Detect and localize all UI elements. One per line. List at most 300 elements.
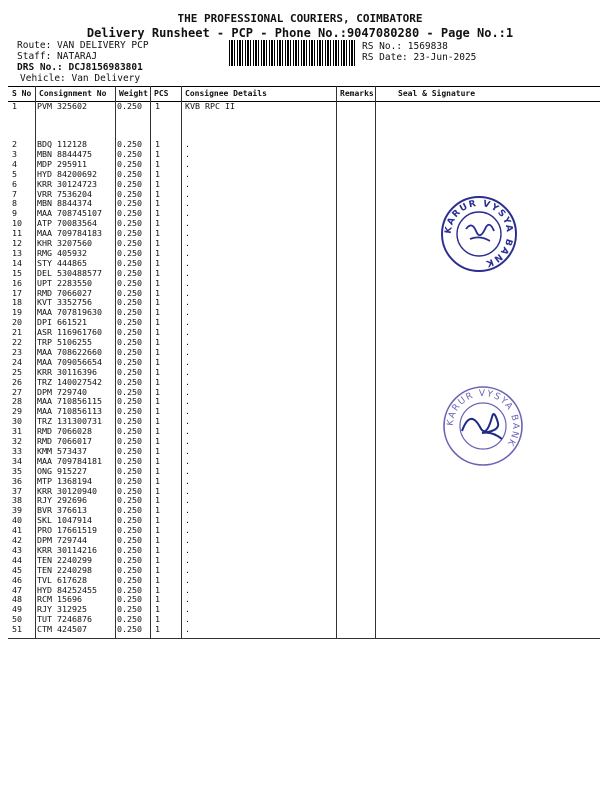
row-pcs: 1 (155, 416, 160, 427)
row-sno: 23 (12, 346, 22, 357)
table-row (8, 604, 600, 614)
row-weight: 0.250 (117, 287, 142, 298)
row-consignment: PVM 325602 (37, 101, 87, 111)
row-consignee: . (185, 297, 190, 308)
row-consignee: . (185, 198, 190, 209)
row-consignment: MAA 709056654 (37, 356, 102, 367)
row-consignment: VRR 7536204 (37, 188, 92, 199)
table-row (8, 357, 600, 367)
row-sno: 3 (12, 148, 17, 159)
row-sno: 25 (12, 366, 22, 377)
row-consignee: . (185, 624, 190, 635)
vehicle-label: Vehicle: Van Delivery (20, 73, 141, 84)
row-consignee: . (185, 535, 190, 545)
row-consignee: . (185, 158, 190, 169)
row-pcs: 1 (155, 525, 160, 536)
row-consignment: RMD 7066017 (37, 436, 92, 446)
row-consignee: . (185, 406, 190, 417)
row-sno: 37 (12, 485, 22, 496)
row-weight: 0.250 (117, 416, 142, 427)
table-row (8, 466, 600, 476)
row-sno: 51 (12, 624, 22, 635)
row-consignment: ASR 116961760 (37, 327, 102, 338)
row-pcs: 1 (155, 198, 160, 209)
row-sno: 6 (12, 178, 17, 189)
table-row (8, 258, 600, 268)
table-row (8, 139, 600, 149)
row-pcs: 1 (155, 535, 160, 545)
row-weight: 0.250 (117, 101, 142, 111)
row-sno: 17 (12, 287, 22, 298)
row-sno: 9 (12, 208, 17, 219)
row-pcs: 1 (155, 208, 160, 219)
row-pcs: 1 (155, 584, 160, 595)
row-pcs: 1 (155, 386, 160, 397)
row-consignment: STY 444865 (37, 257, 87, 268)
company-title: THE PROFESSIONAL COURIERS, COIMBATORE (177, 12, 423, 25)
row-sno: 20 (12, 317, 22, 328)
row-pcs: 1 (155, 564, 160, 575)
row-consignment: TRZ 131300731 (37, 416, 102, 427)
col-sno: S No (12, 89, 32, 98)
row-pcs: 1 (155, 247, 160, 258)
row-consignee: . (185, 317, 190, 328)
row-pcs: 1 (155, 426, 160, 437)
row-consignment: MAA 708622660 (37, 346, 102, 357)
row-sno: 36 (12, 475, 22, 486)
row-weight: 0.250 (117, 208, 142, 219)
row-consignee: . (185, 356, 190, 367)
row-pcs: 1 (155, 614, 160, 625)
table-row (8, 525, 600, 535)
row-sno: 47 (12, 584, 22, 595)
row-weight: 0.250 (117, 445, 142, 456)
table-row (8, 149, 600, 159)
row-weight: 0.250 (117, 535, 142, 545)
row-consignee: . (185, 247, 190, 258)
row-weight: 0.250 (117, 594, 142, 605)
row-consignee: . (185, 218, 190, 229)
row-sno: 2 (12, 139, 17, 149)
table-row (8, 545, 600, 555)
table-row (8, 387, 600, 397)
row-consignee: . (185, 188, 190, 199)
row-weight: 0.250 (117, 366, 142, 377)
row-sno: 46 (12, 574, 22, 585)
row-weight: 0.250 (117, 515, 142, 526)
row-pcs: 1 (155, 238, 160, 248)
row-pcs: 1 (155, 287, 160, 298)
row-consignment: KRR 30120940 (37, 485, 97, 496)
row-weight: 0.250 (117, 139, 142, 149)
row-consignment: TUT 7246876 (37, 614, 92, 625)
table-row (8, 268, 600, 278)
row-pcs: 1 (155, 436, 160, 446)
row-pcs: 1 (155, 455, 160, 466)
table-row (8, 585, 600, 595)
row-sno: 29 (12, 406, 22, 417)
row-pcs: 1 (155, 277, 160, 288)
row-sno: 35 (12, 465, 22, 476)
row-consignee: . (185, 554, 190, 565)
row-pcs: 1 (155, 574, 160, 585)
row-consignment: CTM 424507 (37, 624, 87, 635)
row-weight: 0.250 (117, 525, 142, 536)
row-weight: 0.250 (117, 495, 142, 506)
row-pcs: 1 (155, 317, 160, 328)
row-sno: 44 (12, 554, 22, 565)
row-consignee: . (185, 485, 190, 496)
table-row (8, 367, 600, 377)
row-consignee: . (185, 396, 190, 407)
row-weight: 0.250 (117, 277, 142, 288)
table-row (8, 288, 600, 298)
row-consignee: . (185, 455, 190, 466)
row-weight: 0.250 (117, 614, 142, 625)
row-weight: 0.250 (117, 267, 142, 278)
row-consignment: UPT 2283550 (37, 277, 92, 288)
row-sno: 39 (12, 505, 22, 516)
rs-number: RS No.: 1569838 (362, 41, 448, 52)
row-consignee: . (185, 426, 190, 437)
row-consignee: . (185, 327, 190, 338)
row-consignee: . (185, 614, 190, 625)
row-pcs: 1 (155, 594, 160, 605)
table-row (8, 476, 600, 486)
row-pcs: 1 (155, 356, 160, 367)
row-consignment: KVT 3352756 (37, 297, 92, 308)
row-sno: 14 (12, 257, 22, 268)
row-pcs: 1 (155, 554, 160, 565)
row-pcs: 1 (155, 307, 160, 318)
row-consignment: DPI 661521 (37, 317, 87, 328)
row-sno: 13 (12, 247, 22, 258)
row-weight: 0.250 (117, 376, 142, 387)
row-consignee: . (185, 594, 190, 605)
row-pcs: 1 (155, 376, 160, 387)
table-row (8, 624, 600, 634)
row-sno: 30 (12, 416, 22, 427)
row-weight: 0.250 (117, 188, 142, 199)
row-pcs: 1 (155, 495, 160, 506)
table-row (8, 515, 600, 525)
row-sno: 7 (12, 188, 17, 199)
row-consignee: . (185, 168, 190, 179)
row-consignment: RMG 405932 (37, 247, 87, 258)
row-consignment: MAA 707819630 (37, 307, 102, 318)
row-weight: 0.250 (117, 584, 142, 595)
row-sno: 40 (12, 515, 22, 526)
row-weight: 0.250 (117, 168, 142, 179)
col-pcs: PCS (154, 89, 169, 98)
row-pcs: 1 (155, 297, 160, 308)
row-weight: 0.250 (117, 247, 142, 258)
row-consignee: . (185, 544, 190, 555)
row-weight: 0.250 (117, 554, 142, 565)
table-bottom-rule (8, 638, 600, 639)
table-row (8, 169, 600, 179)
row-consignee: . (185, 465, 190, 476)
row-consignee: . (185, 604, 190, 615)
row-pcs: 1 (155, 101, 160, 111)
row-consignment: MAA 710856115 (37, 396, 102, 407)
staff-label: Staff: NATARAJ (17, 51, 98, 62)
row-weight: 0.250 (117, 238, 142, 248)
row-pcs: 1 (155, 604, 160, 615)
row-consignee: . (185, 208, 190, 219)
table-row (8, 337, 600, 347)
row-consignment: MDP 295911 (37, 158, 87, 169)
row-weight: 0.250 (117, 426, 142, 437)
barcode (229, 40, 356, 66)
table-row (8, 347, 600, 357)
row-consignee: . (185, 475, 190, 486)
row-pcs: 1 (155, 337, 160, 347)
row-sno: 41 (12, 525, 22, 536)
route-label: Route: VAN DELIVERY PCP (17, 40, 149, 51)
row-consignment: TRP 5106255 (37, 337, 92, 347)
row-consignment: RCM 15696 (37, 594, 82, 605)
row-weight: 0.250 (117, 218, 142, 229)
row-weight: 0.250 (117, 158, 142, 169)
row-consignment: MBN 8844374 (37, 198, 92, 209)
row-sno: 50 (12, 614, 22, 625)
row-consignment: DPM 729740 (37, 386, 87, 397)
row-sno: 34 (12, 455, 22, 466)
row-sno: 31 (12, 426, 22, 437)
row-consignee: . (185, 436, 190, 446)
row-consignment: KHR 3207560 (37, 238, 92, 248)
row-pcs: 1 (155, 327, 160, 338)
row-weight: 0.250 (117, 346, 142, 357)
runsheet-subtitle: Delivery Runsheet - PCP - Phone No.:9047080280 - Page No.:1 (86, 26, 514, 40)
row-consignee: . (185, 564, 190, 575)
row-consignee: . (185, 366, 190, 377)
row-consignment: RJY 292696 (37, 495, 87, 506)
row-consignment: HYD 84252455 (37, 584, 97, 595)
row-weight: 0.250 (117, 455, 142, 466)
table-row (8, 278, 600, 288)
row-consignee: . (185, 495, 190, 506)
row-sno: 24 (12, 356, 22, 367)
row-pcs: 1 (155, 505, 160, 516)
row-consignee: . (185, 277, 190, 288)
row-weight: 0.250 (117, 307, 142, 318)
table-row (8, 575, 600, 585)
row-sno: 10 (12, 218, 22, 229)
row-sno: 5 (12, 168, 17, 179)
row-weight: 0.250 (117, 475, 142, 486)
row-consignee: . (185, 416, 190, 427)
row-sno: 11 (12, 228, 22, 239)
table-row (8, 456, 600, 466)
col-seal: Seal & Signature (398, 89, 476, 98)
row-consignment: MAA 709784181 (37, 455, 102, 466)
row-consignee: . (185, 376, 190, 387)
row-consignee: . (185, 525, 190, 536)
row-consignee: . (185, 386, 190, 397)
row-consignee: . (185, 337, 190, 347)
row-consignment: PRO 17661519 (37, 525, 97, 536)
row-pcs: 1 (155, 445, 160, 456)
row-pcs: 1 (155, 218, 160, 229)
row-sno: 27 (12, 386, 22, 397)
row-pcs: 1 (155, 475, 160, 486)
row-consignment: TEN 2240299 (37, 554, 92, 565)
row-sno: 16 (12, 277, 22, 288)
row-sno: 49 (12, 604, 22, 615)
row-pcs: 1 (155, 257, 160, 268)
table-row (8, 189, 600, 199)
bank-seal-stamp (440, 195, 518, 273)
table-row (8, 179, 600, 189)
row-consignment: KRR 30116396 (37, 366, 97, 377)
row-consignment: RJY 312925 (37, 604, 87, 615)
row-pcs: 1 (155, 267, 160, 278)
row-consignment: BDQ 112128 (37, 139, 87, 149)
row-consignment: DEL 530488577 (37, 267, 102, 278)
row-consignment: RMD 7066028 (37, 426, 92, 437)
row-consignment: KRR 30124723 (37, 178, 97, 189)
table-row (8, 377, 600, 387)
row-consignee: . (185, 505, 190, 516)
row-sno: 15 (12, 267, 22, 278)
row-weight: 0.250 (117, 505, 142, 516)
row-pcs: 1 (155, 168, 160, 179)
row-pcs: 1 (155, 178, 160, 189)
row-pcs: 1 (155, 228, 160, 239)
row-consignment: KMM 573437 (37, 445, 87, 456)
row-consignment: MBN 8844475 (37, 148, 92, 159)
col-consignee: Consignee Details (185, 89, 267, 98)
table-row (8, 159, 600, 169)
row-consignee: . (185, 307, 190, 318)
row-sno: 45 (12, 564, 22, 575)
row-sno: 1 (12, 101, 17, 111)
row-consignee: . (185, 228, 190, 239)
row-weight: 0.250 (117, 178, 142, 189)
table-row (8, 565, 600, 575)
table-row (8, 505, 600, 515)
row-consignee: . (185, 238, 190, 248)
row-sno: 26 (12, 376, 22, 387)
row-sno: 21 (12, 327, 22, 338)
row-sno: 43 (12, 544, 22, 555)
table-row (8, 327, 600, 337)
row-pcs: 1 (155, 465, 160, 476)
row-consignee: . (185, 178, 190, 189)
row-weight: 0.250 (117, 337, 142, 347)
row-consignment: TRZ 140027542 (37, 376, 102, 387)
row-weight: 0.250 (117, 396, 142, 407)
row-consignment: DPM 729744 (37, 535, 87, 545)
svg-text:KARUR VYSYA BANK (444, 199, 514, 269)
row-pcs: 1 (155, 406, 160, 417)
table-row (8, 486, 600, 496)
bank-seal-stamp (442, 385, 524, 467)
table-row (8, 198, 600, 208)
row-weight: 0.250 (117, 228, 142, 239)
row-sno: 4 (12, 158, 17, 169)
row-consignee: . (185, 148, 190, 159)
row-consignment: MAA 708745107 (37, 208, 102, 219)
row-pcs: 1 (155, 346, 160, 357)
row-consignee: . (185, 346, 190, 357)
row-consignment: RMD 7066027 (37, 287, 92, 298)
row-weight: 0.250 (117, 406, 142, 417)
row-weight: 0.250 (117, 604, 142, 615)
row-consignment: MTP 1368194 (37, 475, 92, 486)
row-consignee: . (185, 515, 190, 526)
table-row (8, 594, 600, 604)
row-weight: 0.250 (117, 317, 142, 328)
row-pcs: 1 (155, 624, 160, 635)
table-row (8, 297, 600, 307)
row-weight: 0.250 (117, 148, 142, 159)
row-consignee: KVB RPC II (185, 101, 235, 111)
row-pcs: 1 (155, 188, 160, 199)
row-sno: 19 (12, 307, 22, 318)
col-remarks: Remarks (340, 89, 374, 98)
row-sno: 8 (12, 198, 17, 209)
row-sno: 22 (12, 337, 22, 347)
row-sno: 33 (12, 445, 22, 456)
row-weight: 0.250 (117, 465, 142, 476)
stamp-text: KARUR VYSYA BANK (445, 388, 521, 449)
row-consignee: . (185, 574, 190, 585)
table-header (8, 86, 600, 102)
row-weight: 0.250 (117, 327, 142, 338)
row-consignee: . (185, 287, 190, 298)
row-consignee: . (185, 445, 190, 456)
row-weight: 0.250 (117, 485, 142, 496)
row-weight: 0.250 (117, 356, 142, 367)
rs-date: RS Date: 23-Jun-2025 (362, 52, 477, 63)
row-weight: 0.250 (117, 564, 142, 575)
table-row (8, 307, 600, 317)
row-weight: 0.250 (117, 386, 142, 397)
table-row (8, 555, 600, 565)
row-weight: 0.250 (117, 624, 142, 635)
row-consignment: TVL 617628 (37, 574, 87, 585)
row-sno: 18 (12, 297, 22, 308)
row-pcs: 1 (155, 396, 160, 407)
row-pcs: 1 (155, 139, 160, 149)
row-consignment: BVR 376613 (37, 505, 87, 516)
row-consignee: . (185, 139, 190, 149)
col-weight: Weight (119, 89, 148, 98)
row-weight: 0.250 (117, 198, 142, 209)
table-row (8, 101, 600, 111)
row-pcs: 1 (155, 158, 160, 169)
row-weight: 0.250 (117, 544, 142, 555)
row-consignee: . (185, 584, 190, 595)
row-consignment: TEN 2240298 (37, 564, 92, 575)
row-pcs: 1 (155, 544, 160, 555)
row-consignment: SKL 1047914 (37, 515, 92, 526)
table-row (8, 495, 600, 505)
row-weight: 0.250 (117, 436, 142, 446)
table-row (8, 535, 600, 545)
table-row (8, 317, 600, 327)
row-consignee: . (185, 267, 190, 278)
row-pcs: 1 (155, 366, 160, 377)
row-sno: 12 (12, 238, 22, 248)
stamp-text: KARUR VYSYA BANK (443, 198, 515, 269)
row-pcs: 1 (155, 148, 160, 159)
row-consignment: HYD 84200692 (37, 168, 97, 179)
col-consignment: Consignment No (39, 89, 107, 98)
